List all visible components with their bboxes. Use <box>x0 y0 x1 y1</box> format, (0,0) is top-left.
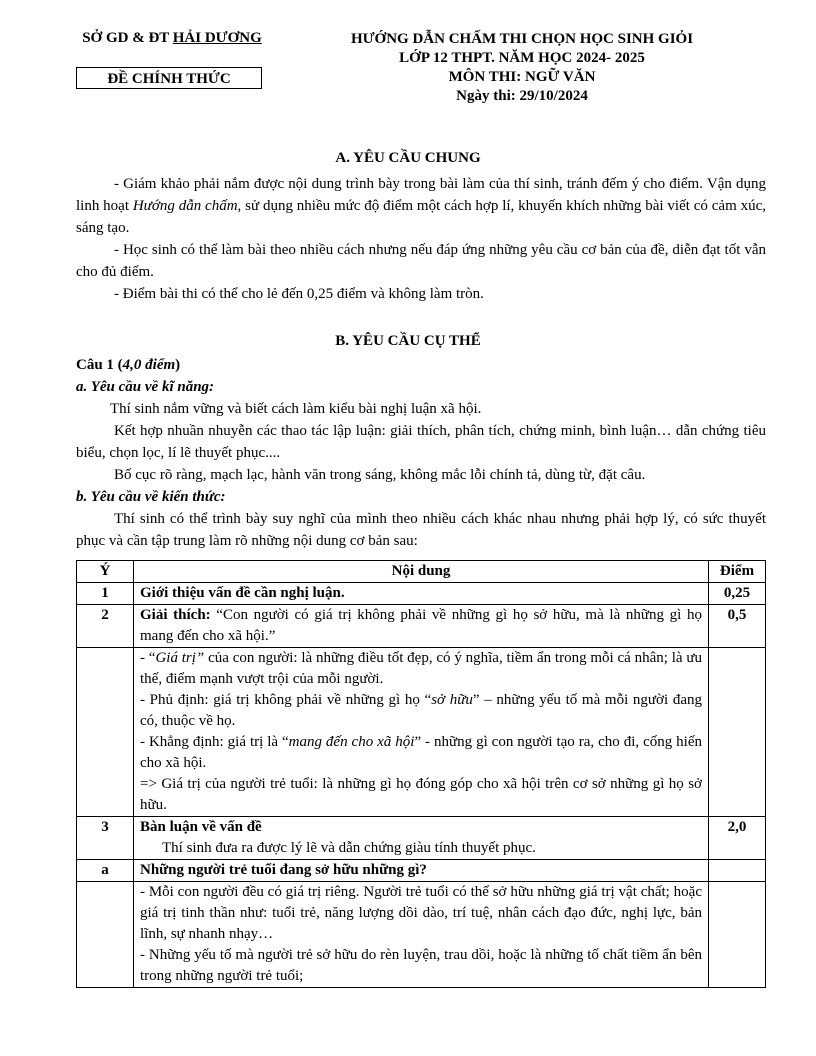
row-score: 0,25 <box>709 583 766 605</box>
knowledge-heading: b. Yêu cầu về kiến thức: <box>76 489 226 505</box>
official-label-box <box>76 67 262 89</box>
exam-header <box>318 30 726 106</box>
row-score: 2,0 <box>709 817 766 860</box>
official-label: ĐỀ CHÍNH THỨC <box>107 71 231 87</box>
section-b-title: B. YÊU CẦU CỤ THỂ <box>335 333 481 349</box>
section-b-body <box>76 354 766 552</box>
exam-date: Ngày thi: 29/10/2024 <box>456 88 588 104</box>
province-name: HẢI DƯƠNG <box>172 30 262 46</box>
row-number: a <box>77 860 134 882</box>
row-score: 0,5 <box>709 605 766 648</box>
exam-grade-year: LỚP 12 THPT. NĂM HỌC 2024- 2025 <box>399 50 645 66</box>
section-a-paragraph-3: - Điểm bài thi có thể cho lẻ đến 0,25 điểm và không làm tròn. <box>114 286 484 302</box>
table-row <box>77 860 766 882</box>
row-number: 2 <box>77 605 134 648</box>
table-row <box>77 648 766 817</box>
grading-table <box>76 560 766 988</box>
row-content: - “Giá trị” của con người: là những điều tốt đẹp, có ý nghĩa, tiềm ẩn trong mỗi cá nhân; là ưu thế, điểm mạnh vượt trội của mỗi người. - Phủ định: giá trị không phải về những gì họ “sở hữu” – những yếu tố mà mỗi người đang có, thuộc về họ. - Khẳng định: giá trị là “mang đến cho xã hội” - những gì con người tạo ra, cho đi, cống hiến cho xã hội. => Giá trị của người trẻ tuổi: là những gì họ đóng góp cho xã hội trên cơ sở những gì họ sở hữu. <box>134 648 709 817</box>
skill-heading: a. Yêu cầu về kĩ năng: <box>76 379 215 395</box>
row-content: Giới thiệu vấn đề cần nghị luận. <box>134 583 709 605</box>
row-content: Giải thích: “Con người có giá trị không phải về những gì họ sở hữu, mà là những gì họ mang đến cho xã hội.” <box>134 605 709 648</box>
table-row <box>77 882 766 988</box>
section-a-body <box>76 173 766 305</box>
header-cell-score: Điểm <box>709 561 766 583</box>
skill-paragraph-3: Bố cục rõ ràng, mạch lạc, hành văn trong sáng, không mắc lỗi chính tả, dùng từ, đặt câu. <box>114 467 646 483</box>
row-number <box>77 648 134 817</box>
department-header <box>62 30 282 47</box>
row-content: Những người trẻ tuổi đang sở hữu những gì? <box>134 860 709 882</box>
question-heading: Câu 1 (4,0 điểm) <box>76 357 181 373</box>
skill-paragraph-2: Kết hợp nhuần nhuyễn các thao tác lập luận: giải thích, phân tích, chứng minh, bình luận… dẫn chứng tiêu biểu, chọn lọc, lí lẽ thuyết phục.... <box>76 423 766 461</box>
row-score <box>709 648 766 817</box>
table-row <box>77 817 766 860</box>
section-a-title: A. YÊU CẦU CHUNG <box>335 150 481 166</box>
header-cell-content: Nội dung <box>134 561 709 583</box>
row-number <box>77 882 134 988</box>
section-a-paragraph-2: - Học sinh có thể làm bài theo nhiều cách nhưng nếu đáp ứng những yêu cầu cơ bản của đề, diễn đạt tốt vẫn cho đủ điểm. <box>76 242 766 280</box>
table-row <box>77 605 766 648</box>
exam-title: HƯỚNG DẪN CHẤM THI CHỌN HỌC SINH GIỎI <box>350 31 694 47</box>
table-header-row <box>77 561 766 583</box>
knowledge-paragraph-1: Thí sinh có thể trình bày suy nghĩ của mình theo nhiều cách khác nhau nhưng phải hợp lý, có sức thuyết phục và cần tập trung làm rõ những nội dung cơ bản sau: <box>76 511 766 549</box>
row-number: 1 <box>77 583 134 605</box>
skill-paragraph-1: Thí sinh nắm vững và biết cách làm kiểu bài nghị luận xã hội. <box>110 401 482 417</box>
header-cell-item: Ý <box>77 561 134 583</box>
row-score <box>709 882 766 988</box>
table-row <box>77 583 766 605</box>
row-score <box>709 860 766 882</box>
row-number: 3 <box>77 817 134 860</box>
exam-subject: MÔN THI: NGỮ VĂN <box>448 69 596 85</box>
section-a-paragraph-1: - Giám khảo phải nắm được nội dung trình bày trong bài làm của thí sinh, tránh đếm ý cho điểm. Vận dụng linh hoạt Hướng dẫn chấm, sử dụng nhiều mức độ điểm một cách hợp lí, khuyến khích những bài viết có cảm xúc, sáng tạo. <box>76 176 766 236</box>
row-content: - Mỗi con người đều có giá trị riêng. Người trẻ tuổi có thể sở hữu những giá trị vật chất; hoặc giá trị tinh thần như: tuổi trẻ, năng lượng dồi dào, trí tuệ, nhân cách đạo đức, nghị lực, bản lĩnh, sự nhanh nhạy… - Những yếu tố mà người trẻ sở hữu do rèn luyện, trau dồi, hoặc là những tố chất tiềm ẩn bên trong những người trẻ tuổi; <box>134 882 709 988</box>
row-content: Bàn luận về vấn đề Thí sinh đưa ra được lý lẽ và dẫn chứng giàu tính thuyết phục. <box>134 817 709 860</box>
department-name: SỞ GD & ĐT <box>82 30 173 46</box>
